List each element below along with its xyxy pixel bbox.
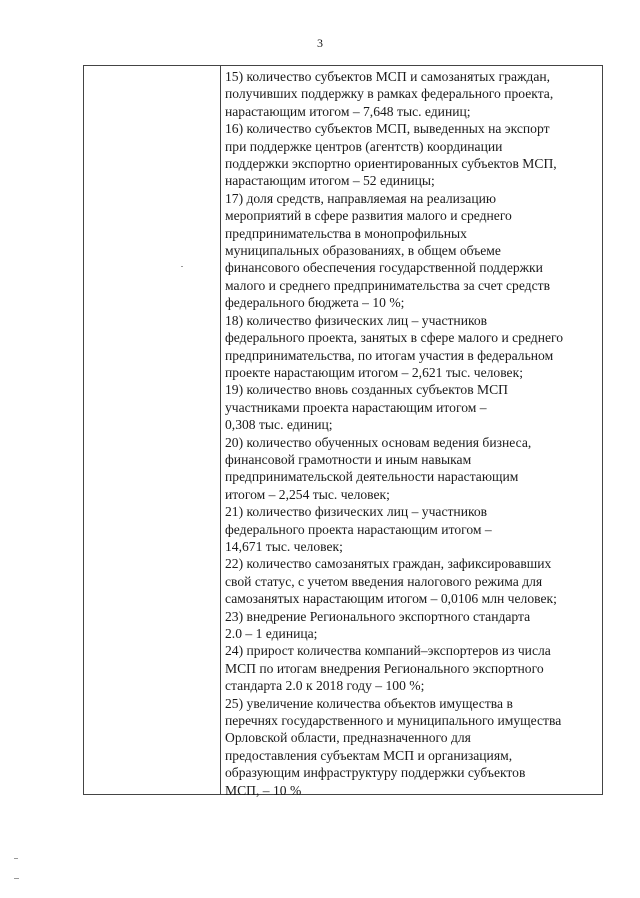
text-line: поддержки экспортно ориентированных субъектов МСП, [225,156,557,172]
indicators-table [83,65,603,798]
table-right-cell [221,66,602,798]
text-line: Орловской области, предназначенного для [225,730,471,746]
text-line: муниципальных образованиях, в общем объеме [225,243,501,259]
text-line: стандарта 2.0 к 2018 году – 100 %; [225,678,425,694]
page-number: 3 [317,36,323,50]
text-line: финансовой грамотности и иным навыкам [225,451,472,467]
text-line: предоставления субъектам МСП и организациям, [225,747,513,763]
text-line: 24) прирост количества компаний–экспортеров из числа [225,643,551,659]
text-line: 14,671 тыс. человек; [225,538,343,554]
text-line: 18) количество физических лиц – участников [225,312,488,328]
text-line: 15) количество субъектов МСП и самозанятых граждан, [225,69,551,84]
text-line: при поддержке центров (агентств) координации [225,138,503,154]
text-line: малого и среднего предпринимательства за счет средств [225,277,550,293]
table-left-cell [84,66,221,794]
text-line: предпринимательской деятельности нарастающим [225,469,519,485]
scan-speck [181,266,183,267]
text-line: 17) доля средств, направляемая на реализацию [225,190,497,206]
text-line: образующим инфраструктуру поддержки субъектов [225,765,526,781]
text-line: мероприятий в сфере развития малого и среднего [225,208,512,224]
text-line: финансового обеспечения государственной поддержки [225,260,543,276]
text-line: 25) увеличение количества объектов имущества в [225,695,513,711]
text-line: участниками проекта нарастающим итогом – [225,399,487,415]
text-line: 20) количество обученных основам ведения бизнеса, [225,434,532,450]
text-line: 16) количество субъектов МСП, выведенных на экспорт [225,121,550,137]
text-line: 0,308 тыс. единиц; [225,417,333,433]
text-line: получивших поддержку в рамках федерального проекта, [225,86,554,102]
text-line: 21) количество физических лиц – участников [225,504,488,520]
text-line: предпринимательства в монопрофильных [225,225,467,241]
text-line: 23) внедрение Регионального экспортного стандарта [225,608,531,624]
scan-speck [14,858,18,859]
text-line: итогом – 2,254 тыс. человек; [225,486,390,502]
text-line: 19) количество вновь созданных субъектов МСП [225,382,508,398]
scan-speck [14,878,19,879]
text-line: МСП по итогам внедрения Регионального экспортного [225,660,544,676]
text-line: нарастающим итогом – 7,648 тыс. единиц; [225,103,471,119]
text-line: федерального проекта, занятых в сфере малого и среднего [225,330,564,346]
text-line: 22) количество самозанятых граждан, зафиксировавших [225,556,552,572]
text-line: свой статус, с учетом введения налогового режима для [225,573,543,589]
text-line: перечнях государственного и муниципального имущества [225,713,562,729]
text-line: самозанятых нарастающим итогом – 0,0106 млн человек; [225,591,557,607]
text-line: МСП, – 10 % [225,782,302,798]
text-line: 2.0 – 1 единица; [225,626,318,641]
text-line: федерального проекта нарастающим итогом – [225,521,492,537]
text-line: федерального бюджета – 10 %; [225,295,405,311]
text-line: проекте нарастающим итогом – 2,621 тыс. человек; [225,364,523,380]
text-line: нарастающим итогом – 52 единицы; [225,173,435,189]
text-line: предпринимательства, по итогам участия в федеральном [225,347,554,363]
